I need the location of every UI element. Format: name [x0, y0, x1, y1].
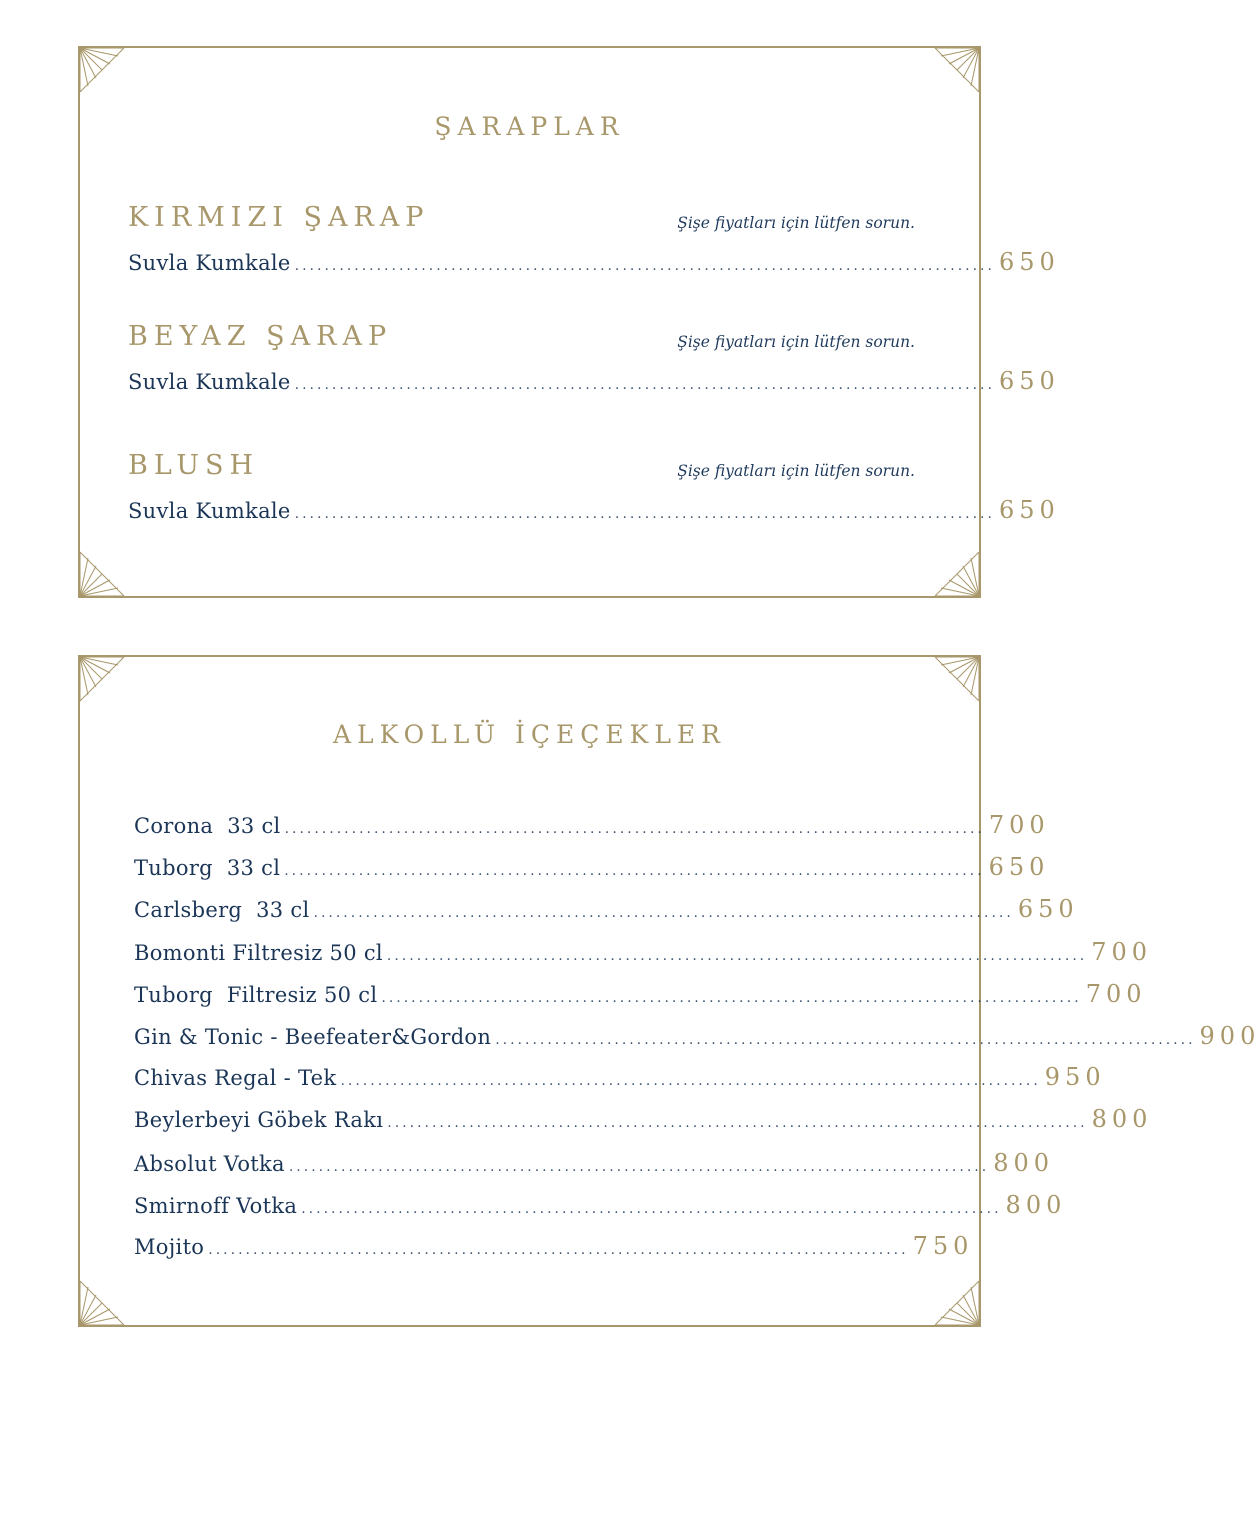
item-price: 950 [1044, 1063, 1106, 1091]
item-price: 750 [912, 1232, 974, 1260]
item-name: Chivas Regal - Tek [134, 1066, 337, 1090]
dot-leader: .............................................................................................. [294, 258, 995, 274]
menu-item [134, 938, 1153, 968]
item-name: Smirnoff Votka [134, 1194, 298, 1218]
dot-leader: .............................................................................................. [387, 1115, 1088, 1131]
item-price: 650 [998, 248, 1060, 276]
item-name: Tuborg Filtresiz 50 cl [134, 983, 378, 1007]
menu-item [134, 980, 1147, 1010]
section-red-wine-header [128, 200, 915, 236]
dot-leader: .............................................................................................. [208, 1242, 909, 1258]
menu-item [134, 895, 1079, 925]
item-name: Absolut Votka [134, 1152, 285, 1176]
section-name: BEYAZ ŞARAP [128, 321, 393, 352]
section-name: KIRMIZI ŞARAP [128, 202, 430, 233]
dot-leader: .............................................................................................. [294, 377, 995, 393]
item-price: 650 [1017, 895, 1079, 923]
fan-ornament-icon [78, 46, 126, 94]
drinks-menu-card [78, 655, 1260, 1327]
menu-item [134, 1232, 974, 1262]
menu-item [134, 1149, 1054, 1179]
dot-leader: .............................................................................................. [284, 821, 985, 837]
dot-leader: .............................................................................................. [340, 1073, 1041, 1089]
item-price: 800 [1091, 1105, 1153, 1133]
section-name: BLUSH [128, 450, 260, 481]
drinks-title: ALKOLLÜ İÇEÇEKLER [333, 720, 726, 749]
section-white-wine-header [128, 319, 915, 355]
item-price: 650 [998, 367, 1060, 395]
section-note: Şişe fiyatları için lütfen sorun. [677, 333, 915, 351]
menu-item [134, 853, 1050, 883]
fan-ornament-icon [933, 46, 981, 94]
item-name: Carlsberg 33 cl [134, 898, 310, 922]
fan-ornament-icon [933, 550, 981, 598]
item-name: Tuborg 33 cl [134, 856, 281, 880]
item-price: 650 [988, 853, 1050, 881]
dot-leader: .............................................................................................. [284, 863, 985, 879]
fan-ornament-icon [933, 655, 981, 703]
item-name: Suvla Kumkale [128, 499, 291, 523]
item-price: 650 [998, 496, 1060, 524]
item-name: Gin & Tonic - Beefeater&Gordon [134, 1025, 492, 1049]
menu-item [134, 1022, 1260, 1052]
menu-item [128, 248, 1060, 278]
item-price: 700 [1091, 938, 1153, 966]
item-price: 700 [988, 811, 1050, 839]
item-name: Suvla Kumkale [128, 251, 291, 275]
section-blush-header [128, 448, 915, 484]
dot-leader: .............................................................................................. [294, 506, 995, 522]
item-name: Bomonti Filtresiz 50 cl [134, 941, 383, 965]
fan-ornament-icon [78, 655, 126, 703]
fan-ornament-icon [933, 1279, 981, 1327]
dot-leader: .............................................................................................. [381, 990, 1082, 1006]
dot-leader: .............................................................................................. [313, 905, 1014, 921]
item-name: Beylerbeyi Göbek Rakı [134, 1108, 384, 1132]
item-price: 700 [1085, 980, 1147, 1008]
section-note: Şişe fiyatları için lütfen sorun. [677, 214, 915, 232]
item-name: Corona 33 cl [134, 814, 281, 838]
fan-ornament-icon [78, 1279, 126, 1327]
dot-leader: .............................................................................................. [495, 1032, 1196, 1048]
item-price: 800 [993, 1149, 1054, 1177]
menu-item [134, 811, 1050, 841]
section-note: Şişe fiyatları için lütfen sorun. [677, 462, 915, 480]
wines-title: ŞARAPLAR [434, 112, 625, 141]
menu-item [128, 367, 1060, 397]
item-name: Mojito [134, 1235, 205, 1259]
menu-item [134, 1063, 1106, 1093]
item-price: 800 [1005, 1191, 1067, 1219]
item-price: 900 [1199, 1022, 1260, 1050]
wine-menu-card [78, 46, 1060, 598]
menu-item [134, 1105, 1153, 1135]
dot-leader: .............................................................................................. [301, 1201, 1002, 1217]
fan-ornament-icon [78, 550, 126, 598]
item-name: Suvla Kumkale [128, 370, 291, 394]
menu-item [128, 496, 1060, 526]
dot-leader: .............................................................................................. [288, 1159, 990, 1175]
menu-item [134, 1191, 1067, 1221]
dot-leader: .............................................................................................. [386, 948, 1088, 964]
